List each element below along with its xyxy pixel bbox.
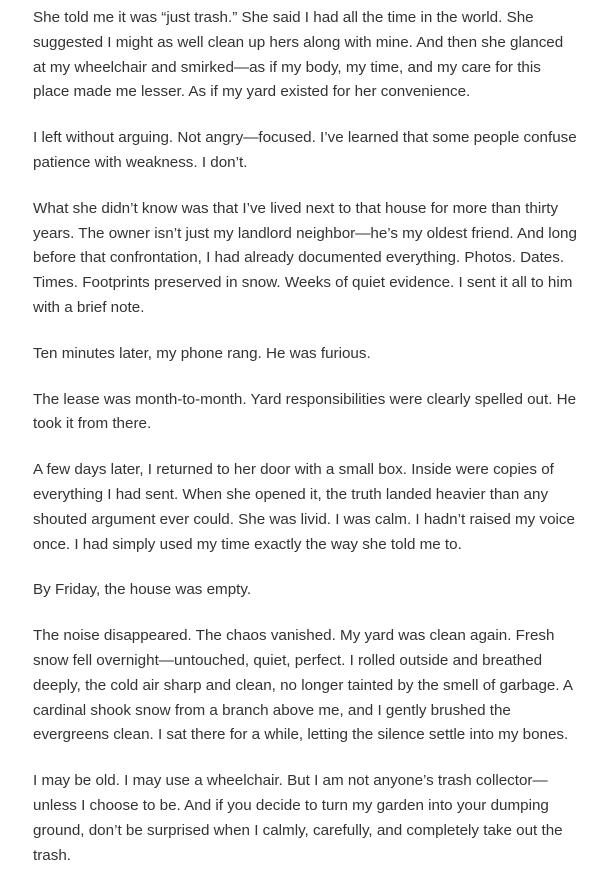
paragraph: Ten minutes later, my phone rang. He was furious. xyxy=(33,344,371,362)
paragraph: I may be old. I may use a wheelchair. But I am not anyone’s trash collector—unless I choose to be. And if you decide to turn my garden into your dumping ground, don’t be surprised when I calmly, carefully, and completely take out the trash. xyxy=(33,772,563,864)
paragraph: A few days later, I returned to her door with a small box. Inside were copies of everything I had sent. When she opened it, the truth landed heavier than any shouted argument ever could. She was livid. I was calm. I hadn’t raised my voice once. I had simply used my time exactly the way she told me to. xyxy=(33,461,575,553)
paragraph: She told me it was “just trash.” She said I had all the time in the world. She suggested I might as well clean up hers along with mine. And then she glanced at my wheelchair and smirked—as if my body, my time, and my care for this place made me lesser. As if my yard existed for her convenience. xyxy=(33,9,564,101)
paragraph: What she didn’t know was that I’ve lived next to that house for more than thirty years. The owner isn’t just my landlord neighbor—he’s my oldest friend. And long before that confrontation, I had already documented everything. Photos. Dates. Times. Footprints preserved in snow. Weeks of quiet evidence. I sent it all to him with a brief note. xyxy=(33,199,577,316)
paragraph: By Friday, the house was empty. xyxy=(33,581,252,599)
paragraph: The lease was month-to-month. Yard responsibilities were clearly spelled out. He took it from there. xyxy=(33,390,577,433)
article-body xyxy=(33,6,578,868)
paragraph: I left without arguing. Not angry—focused. I’ve learned that some people confuse patience with weakness. I don’t. xyxy=(33,129,577,171)
paragraph: The noise disappeared. The chaos vanished. My yard was clean again. Fresh snow fell overnight—untouched, quiet, perfect. I rolled outside and breathed deeply, the cold air sharp and clean, no longer tainted by the smell of garbage. A cardinal shook snow from a branch above me, and I gently brushed the evergreens clean. I sat there for a while, letting the silence settle into my bones. xyxy=(33,627,573,744)
